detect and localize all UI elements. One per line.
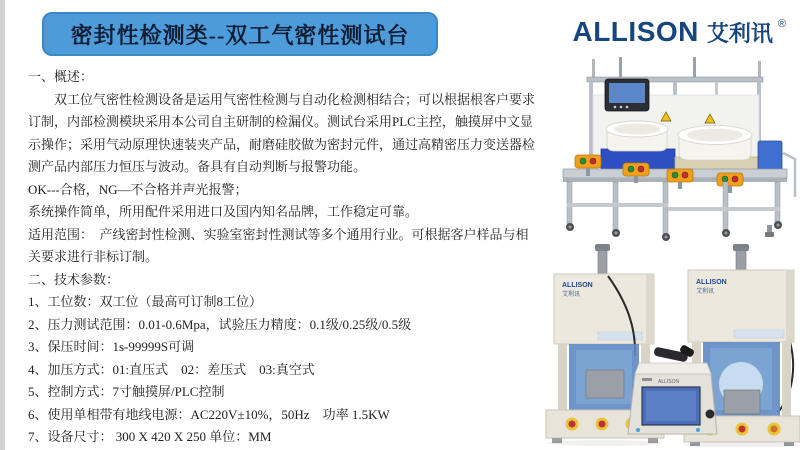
svg-text:ALLISON: ALLISON xyxy=(562,282,593,289)
dual-station-bench-image xyxy=(545,57,800,242)
overview-line: 适用范围： 产线密封性检测、实验室密封性测试等多个通用行业。可根据客户样品与相 xyxy=(28,226,529,242)
parameter-item: 1、工位数：双工位（最高可订制8工位） xyxy=(28,294,263,309)
overview-line: 系统操作简单，所用配件采用进口及国内知名品牌，工作稳定可靠。 xyxy=(28,204,419,219)
svg-text:艾利讯: 艾利讯 xyxy=(562,292,581,298)
overview-line: 测产品内部压力恒压与波动。备具有自动判断与报警功能。 xyxy=(28,159,367,174)
overview-line: 示操作；采用气动原理快速装夹产品，耐磨硅胶做为密封元件，通过高精密压力变送器检 xyxy=(28,136,536,152)
parameter-item: 4、加压方式：01:直压式 02：差压式 03:真空式 xyxy=(28,361,315,377)
barcode-scanner xyxy=(653,344,695,362)
svg-text:艾利讯: 艾利讯 xyxy=(696,289,715,295)
overview-line: 关要求进行非标订制。 xyxy=(28,249,159,264)
registered-trademark-icon: ® xyxy=(777,18,786,30)
casters xyxy=(566,221,782,241)
title-banner xyxy=(42,12,438,56)
body-text xyxy=(28,66,548,449)
svg-text:ALLISON: ALLISON xyxy=(696,279,727,286)
slide-left-edge xyxy=(0,0,5,450)
dual-station-bench-photo xyxy=(545,57,800,242)
brand-logo xyxy=(572,16,786,48)
parameter-item: 7、设备尺寸： 300 X 420 X 250 单位：MM xyxy=(28,429,272,444)
parameter-item: 3、保压时间：1s-99999S可调 xyxy=(28,339,195,354)
page-title: 密封性检测类--双工气密性测试台 xyxy=(70,22,410,48)
benchtop-testers-photo xyxy=(538,244,800,447)
benchtop-testers-image xyxy=(538,244,800,447)
overview-line: OK---合格，NG—不合格并声光报警； xyxy=(28,181,248,197)
overview-line: 双工位气密性检测设备是运用气密性检测与自动化检测相结合；可以根据根客户要求 xyxy=(54,91,536,107)
control-monitor xyxy=(605,79,649,111)
brand-logo-latin: ALLISON xyxy=(572,16,699,47)
parameter-item: 6、使用单相带有地线电源：AC220V±10%，50Hz 功率 1.5KW xyxy=(28,406,390,422)
overview-heading: 一、概述： xyxy=(28,69,94,84)
svg-text:ALLISON: ALLISON xyxy=(658,379,680,385)
side-knob xyxy=(706,410,715,419)
blue-bucket xyxy=(758,141,782,173)
brand-logo-cjk: 艾利讯 xyxy=(706,21,773,46)
parameter-item: 5、控制方式：7寸触摸屏/PLC控制 xyxy=(28,384,225,399)
bolt xyxy=(765,225,774,237)
parameter-item: 2、压力测试范围：0.01-0.6Mpa，试验压力精度：0.1级/0.25级/0.5级 xyxy=(28,316,412,332)
overview-line: 订制，内部检测模块采用本公司自主研制的检漏仪。测试台采用PLC主控，触摸屏中文显 xyxy=(28,114,533,129)
parameters-heading: 二、技术参数： xyxy=(28,271,120,287)
